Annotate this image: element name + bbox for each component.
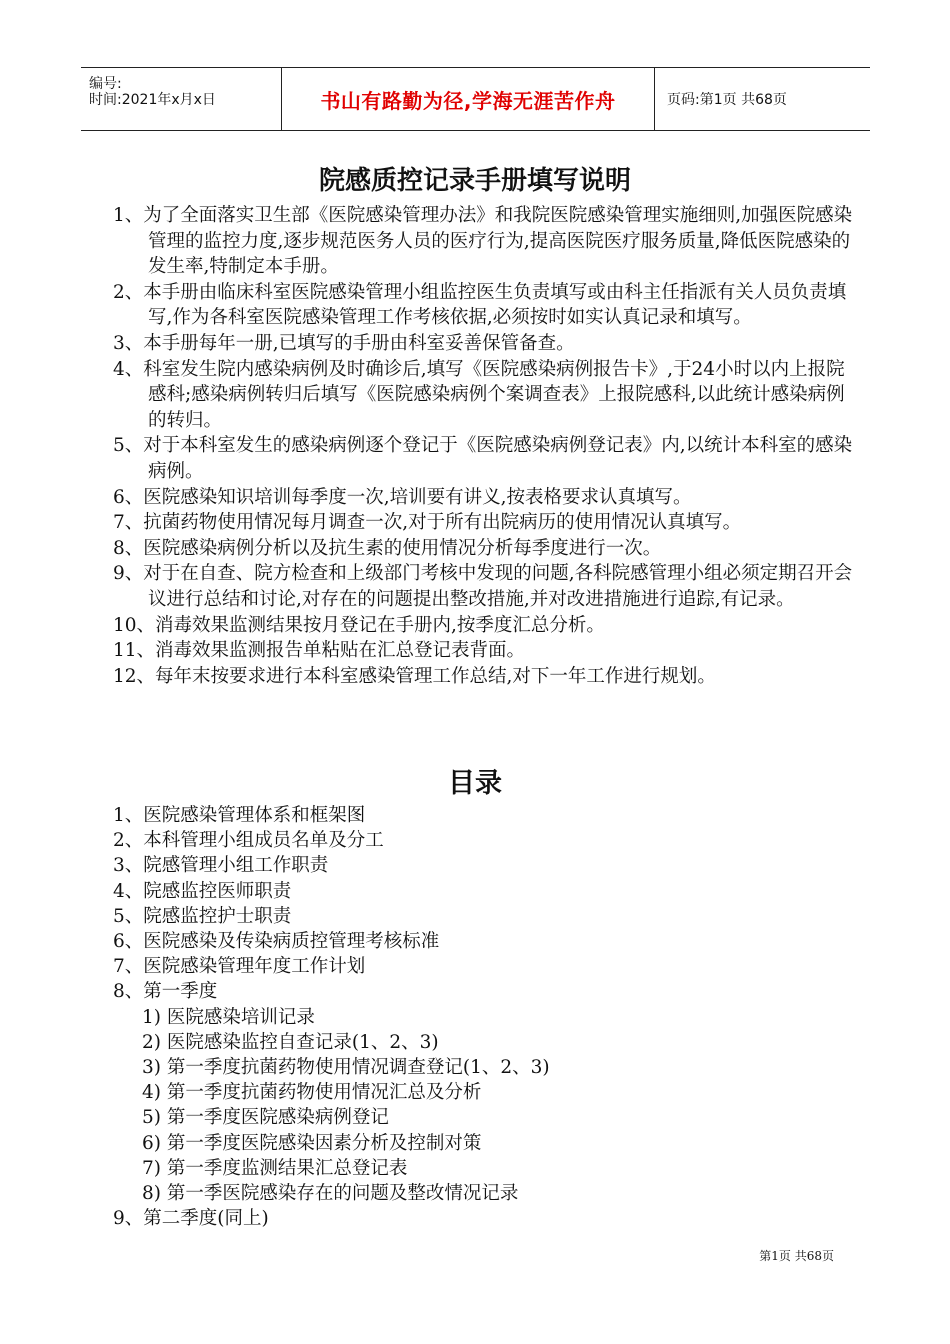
toc-subitem: 2) 医院感染监控自查记录(1、2、3) bbox=[142, 1031, 439, 1053]
toc-item: 6、医院感染及传染病质控管理考核标准 bbox=[113, 931, 440, 953]
instruction-item: 6、医院感染知识培训每季度一次,培训要有讲义,按表格要求认真填写。 bbox=[113, 486, 692, 508]
toc-subitem: 7) 第一季度监测结果汇总登记表 bbox=[142, 1157, 408, 1179]
page-header bbox=[81, 67, 870, 131]
instruction-item: 7、抗菌药物使用情况每月调查一次,对于所有出院病历的使用情况认真填写。 bbox=[113, 512, 742, 534]
instruction-item: 3、本手册每年一册,已填写的手册由科室妥善保管备查。 bbox=[113, 332, 575, 354]
toc-item: 3、院感管理小组工作职责 bbox=[113, 855, 329, 877]
toc-subitem: 3) 第一季度抗菌药物使用情况调查登记(1、2、3) bbox=[142, 1057, 550, 1079]
instruction-item: 2、本手册由临床科室医院感染管理小组监控医生负责填写或由科主任指派有关人员负责填写,作为各科室医院感染管理工作考核依据,必须按时如实认真记录和填写。 bbox=[113, 281, 847, 329]
toc-item: 8、第一季度 bbox=[113, 981, 218, 1003]
time-label: 时间:2021年x月x日 bbox=[89, 92, 216, 108]
instruction-list bbox=[113, 203, 853, 689]
toc-subitem: 6) 第一季度医院感染因素分析及控制对策 bbox=[142, 1132, 482, 1154]
toc-item: 5、院感监控护士职责 bbox=[113, 905, 292, 927]
instruction-item: 11、消毒效果监测报告单粘贴在汇总登记表背面。 bbox=[113, 640, 526, 662]
toc-subitem: 5) 第一季度医院感染病例登记 bbox=[142, 1107, 389, 1129]
toc-item: 7、医院感染管理年度工作计划 bbox=[113, 956, 366, 978]
toc-subitem: 4) 第一季度抗菌药物使用情况汇总及分析 bbox=[142, 1082, 482, 1104]
toc-item: 2、本科管理小组成员名单及分工 bbox=[113, 830, 384, 852]
instruction-item: 10、消毒效果监测结果按月登记在手册内,按季度汇总分析。 bbox=[113, 614, 605, 636]
motto-text: 书山有路勤为径,学海无涯苦作舟 bbox=[320, 88, 616, 113]
toc-item: 9、第二季度(同上) bbox=[113, 1208, 269, 1230]
header-meta bbox=[81, 68, 281, 130]
instruction-item: 8、医院感染病例分析以及抗生素的使用情况分析每季度进行一次。 bbox=[113, 537, 662, 559]
page-footer: 第1页 共68页 bbox=[759, 1249, 834, 1263]
instruction-item: 1、为了全面落实卫生部《医院感染管理办法》和我院医院感染管理实施细则,加强医院感染管理的监控力度,逐步规范医务人员的医疗行为,提高医院医疗服务质量,降低医院感染的发生率,特制定本手册。 bbox=[113, 205, 853, 278]
toc-subitem: 1) 医院感染培训记录 bbox=[142, 1006, 315, 1028]
toc-item: 4、院感监控医师职责 bbox=[113, 880, 292, 902]
page-info: 页码:第1页 共68页 bbox=[667, 92, 787, 108]
instruction-item: 12、每年末按要求进行本科室感染管理工作总结,对下一年工作进行规划。 bbox=[113, 665, 716, 687]
document-title: 院感质控记录手册填写说明 bbox=[318, 166, 631, 196]
toc-item: 1、医院感染管理体系和框架图 bbox=[113, 805, 366, 826]
header-motto-cell bbox=[281, 68, 655, 130]
toc-title: 目录 bbox=[448, 768, 502, 799]
instruction-item: 9、对于在自查、院方检查和上级部门考核中发现的问题,各科院感管理小组必须定期召开会议进行总结和讨论,对存在的问题提出整改措施,并对改进措施进行追踪,有记录。 bbox=[113, 563, 853, 610]
table-of-contents bbox=[113, 803, 550, 1231]
number-label: 编号: bbox=[89, 76, 122, 92]
toc-subitem: 8) 第一季医院感染存在的问题及整改情况记录 bbox=[142, 1183, 519, 1205]
instruction-item: 5、对于本科室发生的感染病例逐个登记于《医院感染病例登记表》内,以统计本科室的感染病例。 bbox=[113, 435, 853, 482]
instruction-item: 4、科室发生院内感染病例及时确诊后,填写《医院感染病例报告卡》,于24小时以内上报院感科;感染病例转归后填写《医院感染病例个案调查表》上报院感科,以此统计感染病例的转归。 bbox=[113, 358, 845, 431]
